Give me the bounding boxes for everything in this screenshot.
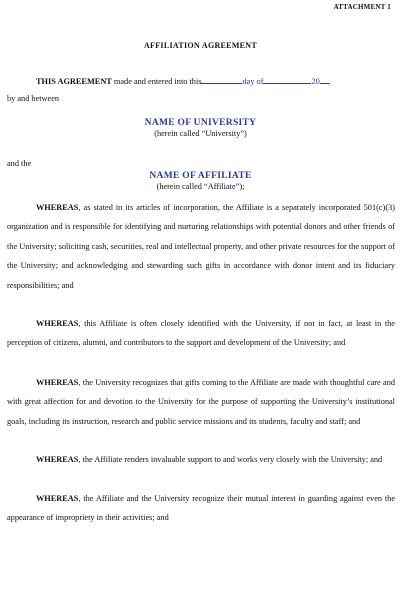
- clause-5: [7, 489, 395, 528]
- by-and-between: by and between: [7, 94, 60, 103]
- clause-text: , the University recognizes that gifts coming to the Affiliate are made with thoughtful care and with great affection for and devotion to the University for the purpose of supporting the University’s institutional goals, including its instruction, research and public service missions and its students, faculty and staff; and: [7, 378, 395, 426]
- affiliate-block: [0, 171, 401, 192]
- year-blank: [320, 75, 329, 84]
- clause-lead: WHEREAS: [36, 455, 79, 464]
- intro-year-suffix: ,: [328, 77, 331, 86]
- clause-3: [7, 373, 395, 431]
- clause-text: , this Affiliate is often closely identified with the University, if not in fact, at least in the perception of citizens, alumni, and contributors to the support and development of the University; and: [7, 319, 395, 348]
- intro-line: [36, 75, 331, 86]
- clause-2: [7, 314, 395, 353]
- month-blank: [263, 75, 311, 84]
- affiliate-note: (herein called “Affiliate”);: [156, 182, 245, 191]
- document-title: AFFILIATION AGREEMENT: [143, 41, 258, 50]
- and-the: and the: [7, 159, 32, 168]
- clause-1: [7, 198, 395, 295]
- affiliate-name: NAME OF AFFILIATE: [149, 171, 252, 181]
- clause-lead: WHEREAS: [36, 203, 79, 212]
- clause-lead: WHEREAS: [36, 494, 79, 503]
- university-block: [0, 118, 401, 139]
- university-name: NAME OF UNIVERSITY: [144, 118, 257, 128]
- intro-year: 20: [311, 77, 320, 86]
- intro-lead: THIS AGREEMENT: [36, 77, 112, 86]
- intro-text: made and entered into this: [113, 77, 202, 86]
- clause-text: , the Affiliate and the University recognize their mutual interest in guarding against even the appearance of impropriety in their activities; and: [7, 494, 395, 523]
- clause-4: [7, 450, 395, 469]
- day-blank: [201, 75, 242, 84]
- clause-lead: WHEREAS: [36, 378, 79, 387]
- clause-lead: WHEREAS: [36, 319, 79, 328]
- attachment-label: ATTACHMENT 1: [333, 3, 391, 11]
- clause-text: , as stated in its articles of incorporation, the Affiliate is a separately incorporated 501(c)(3) organization and is responsible for identifying and nurturing relationships with potential donors and other friends of the University; soliciting cash, securities, real and intellectual property, and other private resources for the support of the University; and acknowledging and stewarding such gifts in accordance with donor intent and its fiduciary responsibilities; and: [7, 203, 395, 290]
- intro-day-of: day of: [242, 77, 264, 86]
- clause-text: , the Affiliate renders invaluable support to and works very closely with the University; and: [78, 455, 383, 464]
- university-note: (herein called “University”): [154, 129, 247, 138]
